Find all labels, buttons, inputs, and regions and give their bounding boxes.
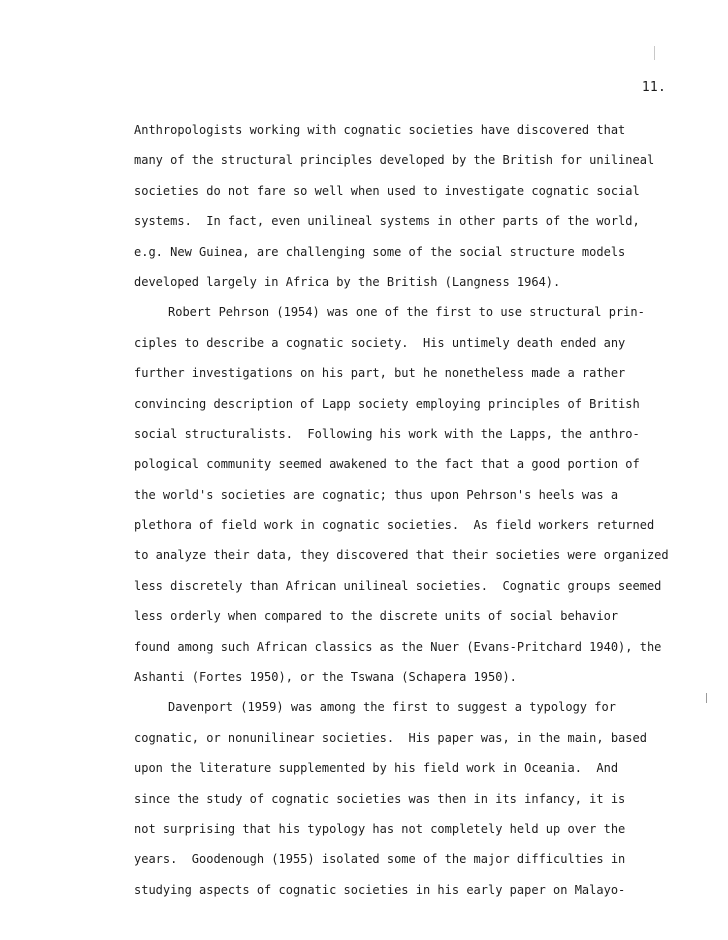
text-line: less discretely than African unilineal societies. Cognatic groups seemed [134,578,662,593]
text-line: e.g. New Guinea, are challenging some of the social structure models [134,244,626,259]
text-line: convincing description of Lapp society employing principles of British [134,396,640,411]
page-number: 11. [641,80,666,95]
text-line: societies do not fare so well when used to investigate cognatic social [134,183,640,198]
text-line: to analyze their data, they discovered that their societies were organized [134,548,669,563]
paragraph-first-line: Robert Pehrson (1954) was one of the first to use structural prin- [168,305,645,320]
text-line: developed largely in Africa by the British (Langness 1964). [134,274,561,289]
text-line: social structuralists. Following his work with the Lapps, the anthro- [134,426,640,441]
text-line: pological community seemed awakened to the fact that a good portion of [134,457,640,472]
text-line: years. Goodenough (1955) isolated some of the major difficulties in [134,852,626,867]
body-text [134,115,674,905]
text-line: many of the structural principles developed by the British for unilineal [134,153,655,168]
text-line: studying aspects of cognatic societies in his early paper on Malayo- [134,882,626,897]
text-line: found among such African classics as the Nuer (Evans-Pritchard 1940), the [134,639,662,654]
text-line: cognatic, or nonunilinear societies. His paper was, in the main, based [134,730,647,745]
text-line: upon the literature supplemented by his field work in Oceania. And [134,761,619,776]
text-line: further investigations on his part, but he nonetheless made a rather [134,366,626,381]
text-line: plethora of field work in cognatic societies. As field workers returned [134,518,655,533]
text-line: ciples to describe a cognatic society. His untimely death ended any [134,335,626,350]
text-line: Anthropologists working with cognatic societies have discovered that [134,123,626,137]
text-line: Ashanti (Fortes 1950), or the Tswana (Schapera 1950). [134,670,517,685]
paragraph-first-line: Davenport (1959) was among the first to suggest a typology for [168,700,616,715]
text-line: systems. In fact, even unilineal systems in other parts of the world, [134,214,640,229]
text-line: since the study of cognatic societies was then in its infancy, it is [134,791,626,806]
scan-mark-top [654,46,655,60]
text-line: the world's societies are cognatic; thus upon Pehrson's heels was a [134,487,619,502]
text-line: not surprising that his typology has not completely held up over the [134,821,626,836]
text-line: less orderly when compared to the discrete units of social behavior [134,609,619,624]
scan-mark-margin [706,693,707,703]
